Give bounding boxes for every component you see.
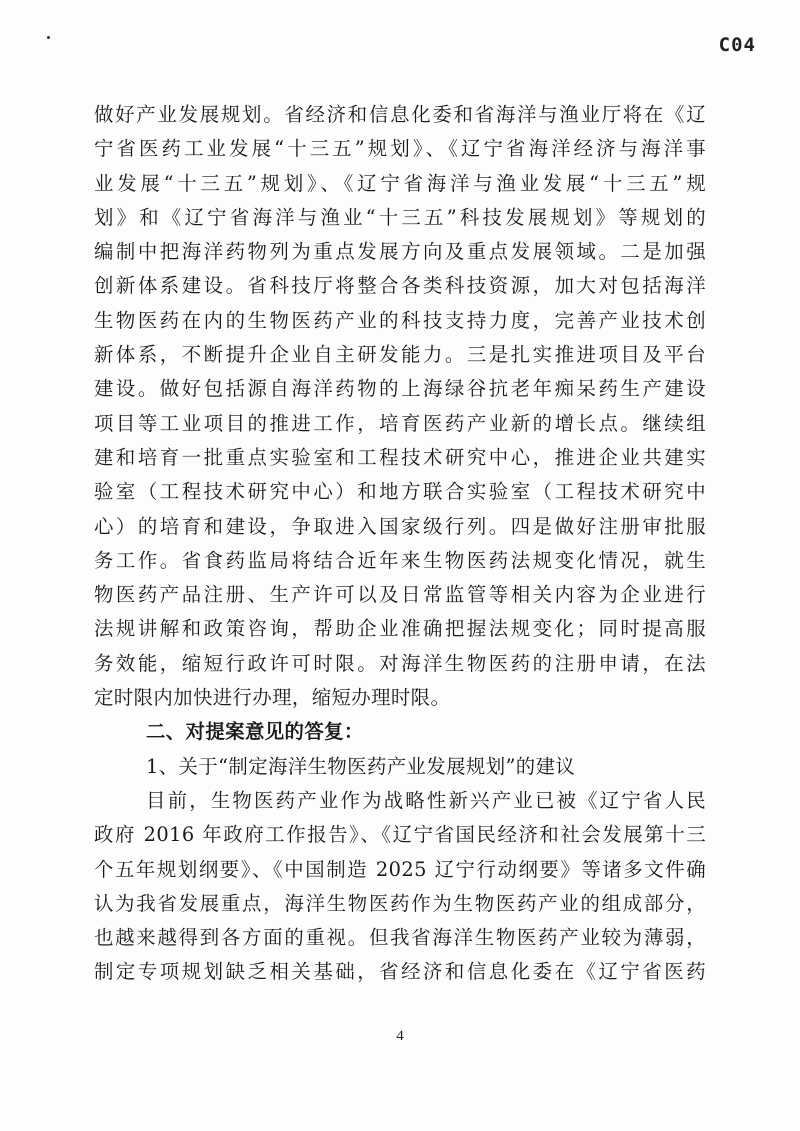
body-line: 务效能，缩短行政许可时限。对海洋生物医药的注册申请，在法 bbox=[94, 651, 706, 675]
body-line: 制定专项规划缺乏相关基础，省经济和信息化委在《辽宁省医药 bbox=[94, 960, 706, 984]
body-line: 宁省医药工业发展“十三五”规划》、《辽宁省海洋经济与海洋事 bbox=[94, 137, 706, 161]
body-line: 目前，生物医药产业作为战略性新兴产业已被《辽宁省人民 bbox=[146, 788, 706, 812]
document-body bbox=[94, 98, 706, 990]
body-line: 定时限内加快进行办理，缩短办理时限。 bbox=[94, 686, 451, 710]
body-line: 认为我省发展重点，海洋生物医药作为生物医药产业的组成部分， bbox=[94, 891, 706, 915]
body-line: 做好产业发展规划。省经济和信息化委和省海洋与渔业厅将在《辽 bbox=[94, 103, 706, 126]
body-line: 建和培育一批重点实验室和工程技术研究中心，推进企业共建实 bbox=[94, 445, 706, 469]
body-line: 物医药产品注册、生产许可以及日常监管等相关内容为企业进行 bbox=[94, 583, 706, 607]
body-line: 务工作。省食药监局将结合近年来生物医药法规变化情况，就生 bbox=[94, 548, 706, 572]
body-line: 建设。做好包括源自海洋药物的上海绿谷抗老年痴呆药生产建设 bbox=[94, 377, 706, 401]
body-line: 创新体系建设。省科技厅将整合各类科技资源，加大对包括海洋 bbox=[94, 274, 706, 298]
body-line: 业发展“十三五”规划》、《辽宁省海洋与渔业发展“十三五”规 bbox=[94, 171, 706, 195]
body-line: 新体系，不断提升企业自主研发能力。三是扎实推进项目及平台 bbox=[94, 343, 706, 367]
body-line: 项目等工业项目的推进工作，培育医药产业新的增长点。继续组 bbox=[94, 411, 706, 435]
subsection-heading: 1、关于“制定海洋生物医药产业发展规划”的建议 bbox=[146, 754, 576, 778]
page-number: 4 bbox=[396, 1028, 404, 1044]
body-line: 心）的培育和建设，争取进入国家级行列。四是做好注册审批服 bbox=[94, 514, 706, 538]
page-stamp: C04 bbox=[718, 34, 756, 56]
body-line: 编制中把海洋药物列为重点发展方向及重点发展领域。二是加强 bbox=[94, 240, 706, 264]
body-line: 验室（工程技术研究中心）和地方联合实验室（工程技术研究中 bbox=[94, 480, 706, 504]
body-line: 法规讲解和政策咨询，帮助企业准确把握法规变化；同时提高服 bbox=[94, 617, 706, 641]
body-line: 划》和《辽宁省海洋与渔业“十三五”科技发展规划》等规划的 bbox=[94, 205, 706, 229]
body-line: 也越来越得到各方面的重视。但我省海洋生物医药产业较为薄弱， bbox=[94, 926, 706, 950]
body-line: 个五年规划纲要》、《中国制造 2025 辽宁行动纲要》等诸多文件确 bbox=[94, 857, 706, 881]
body-line: 政府 2016 年政府工作报告》、《辽宁省国民经济和社会发展第十三 bbox=[94, 823, 706, 847]
body-line: 生物医药在内的生物医药产业的科技支持力度，完善产业技术创 bbox=[94, 308, 706, 332]
section-heading: 二、对提案意见的答复： bbox=[146, 720, 364, 744]
scan-dot-mark bbox=[47, 36, 50, 39]
